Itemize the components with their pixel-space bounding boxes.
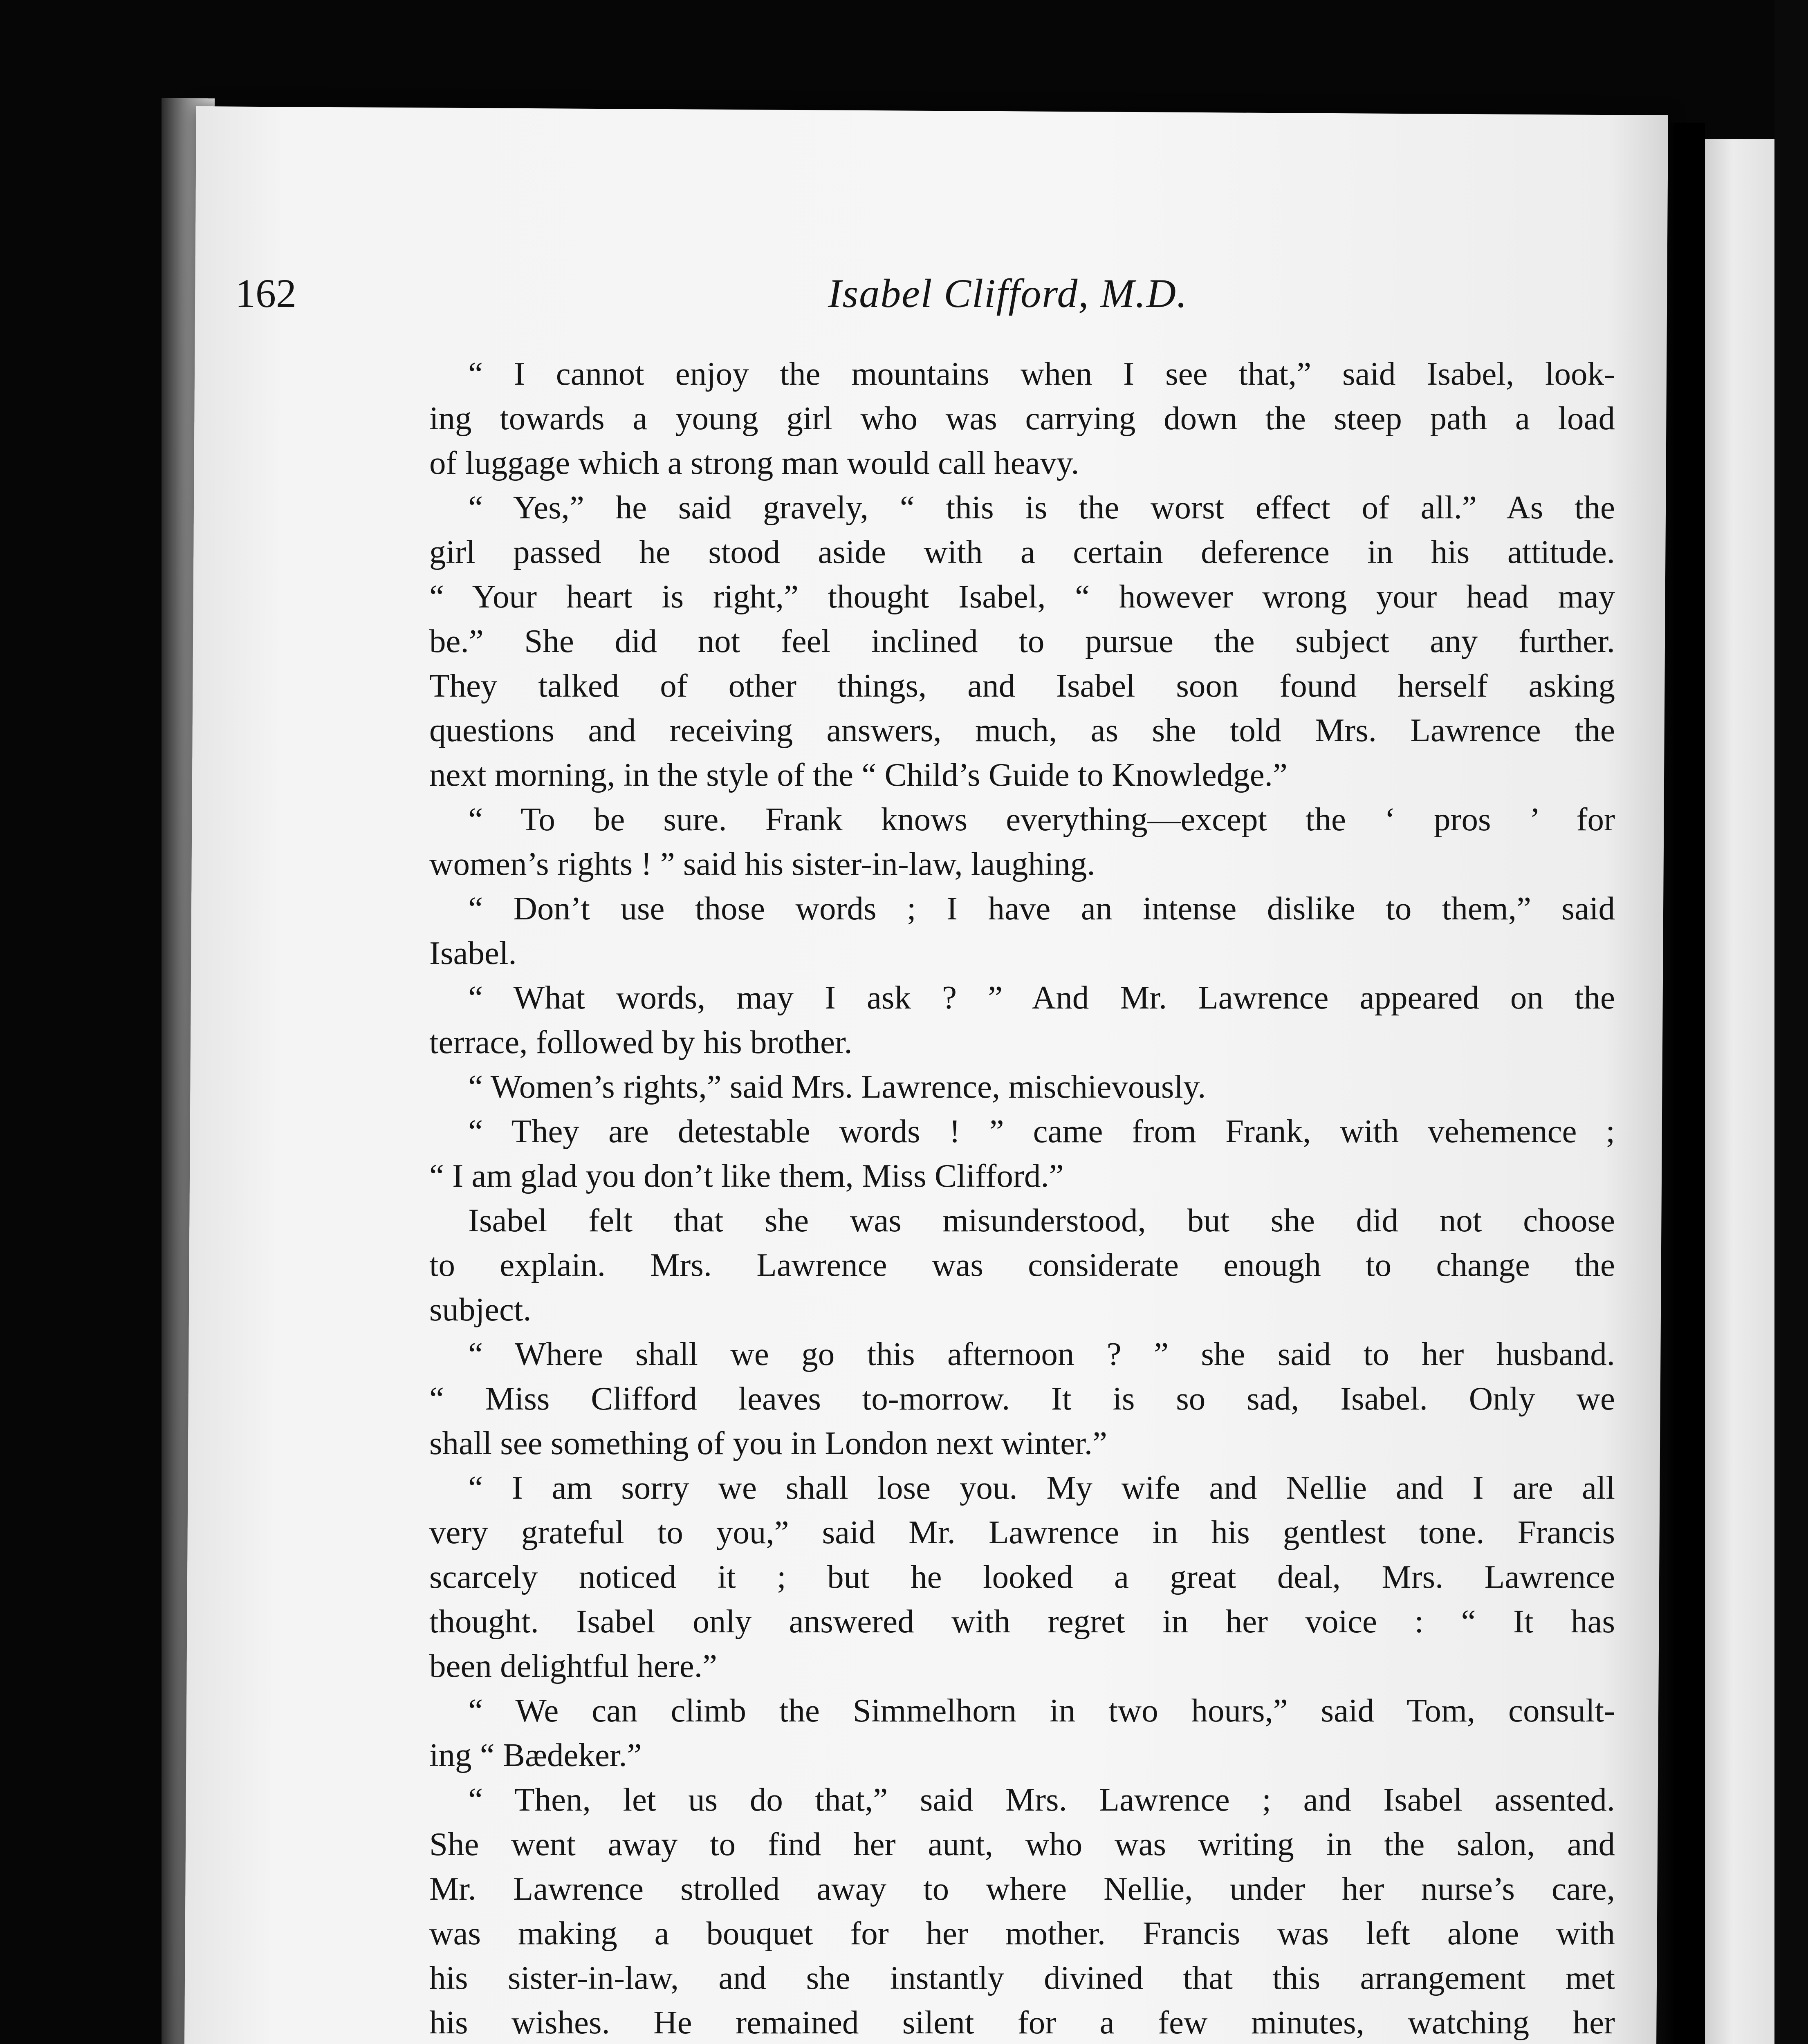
text-line: “ Don’t use those words ; I have an intense dislike to them,” said: [468, 890, 1615, 927]
page-number: 162: [235, 271, 296, 316]
text-line: scarcely noticed it ; but he looked a great deal, Mrs. Lawrence: [429, 1558, 1615, 1595]
text-line: his sister-in-law, and she instantly divined that this arrangement met: [429, 1959, 1615, 1996]
text-line: “ I am glad you don’t like them, Miss Clifford.”: [429, 1157, 1064, 1194]
text-line: Mr. Lawrence strolled away to where Nellie, under her nurse’s care,: [429, 1870, 1615, 1907]
scan-border: [1774, 0, 1808, 2044]
text-line: “ Women’s rights,” said Mrs. Lawrence, mischievously.: [468, 1068, 1206, 1105]
text-line: “ To be sure. Frank knows everything—except the ‘ pros ’ for: [468, 801, 1615, 838]
text-line: questions and receiving answers, much, as she told Mrs. Lawrence the: [429, 712, 1615, 749]
text-line: shall see something of you in London next winter.”: [429, 1425, 1107, 1461]
text-line: thought. Isabel only answered with regret in her voice : “ It has: [429, 1603, 1615, 1640]
text-line: be.” She did not feel inclined to pursue the subject any further.: [429, 623, 1615, 659]
text-line: “ Where shall we go this afternoon ? ” she said to her husband.: [468, 1336, 1615, 1372]
text-line: “ They are detestable words ! ” came from Frank, with vehemence ;: [468, 1113, 1615, 1150]
text-line: women’s rights ! ” said his sister-in-law, laughing.: [429, 845, 1095, 882]
text-line: next morning, in the style of the “ Child’s Guide to Knowledge.”: [429, 756, 1288, 793]
running-title: Isabel Clifford, M.D.: [828, 271, 1188, 316]
text-line: “ We can climb the Simmelhorn in two hours,” said Tom, consult-: [468, 1692, 1615, 1729]
text-line: of luggage which a strong man would call heavy.: [429, 444, 1079, 481]
text-line: his wishes. He remained silent for a few minutes, watching her: [429, 2004, 1615, 2041]
text-line: “ I am sorry we shall lose you. My wife and Nellie and I are all: [468, 1469, 1615, 1506]
text-line: ing “ Bædeker.”: [429, 1737, 642, 1773]
text-line: to explain. Mrs. Lawrence was considerate enough to change the: [429, 1246, 1615, 1283]
text-line: They talked of other things, and Isabel soon found herself asking: [429, 667, 1615, 704]
text-line: Isabel felt that she was misunderstood, but she did not choose: [468, 1202, 1615, 1239]
text-line: “ I cannot enjoy the mountains when I see that,” said Isabel, look-: [468, 355, 1615, 392]
text-line: terrace, followed by his brother.: [429, 1024, 852, 1060]
text-line: “ Yes,” he said gravely, “ this is the worst effect of all.” As the: [468, 489, 1615, 526]
page-header: [235, 270, 1625, 319]
text-line: very grateful to you,” said Mr. Lawrence in his gentlest tone. Francis: [429, 1514, 1615, 1551]
text-line: “ What words, may I ask ? ” And Mr. Lawrence appeared on the: [468, 979, 1615, 1016]
text-line: Isabel.: [429, 935, 517, 971]
text-line: She went away to find her aunt, who was writing in the salon, and: [429, 1826, 1615, 1862]
text-line: been delightful here.”: [429, 1647, 717, 1684]
text-line: “ Then, let us do that,” said Mrs. Lawrence ; and Isabel assented.: [468, 1781, 1615, 1818]
text-line: girl passed he stood aside with a certain deference in his attitude.: [429, 533, 1615, 570]
text-line: “ Your heart is right,” thought Isabel, “ however wrong your head may: [429, 578, 1615, 615]
text-line: “ Miss Clifford leaves to-morrow. It is so sad, Isabel. Only we: [429, 1380, 1615, 1417]
body-text: [429, 352, 1615, 2044]
facing-page-edge: [1705, 139, 1774, 2044]
text-line: ing towards a young girl who was carrying down the steep path a load: [429, 400, 1615, 437]
text-line: subject.: [429, 1291, 532, 1328]
text-line: was making a bouquet for her mother. Francis was left alone with: [429, 1915, 1615, 1952]
